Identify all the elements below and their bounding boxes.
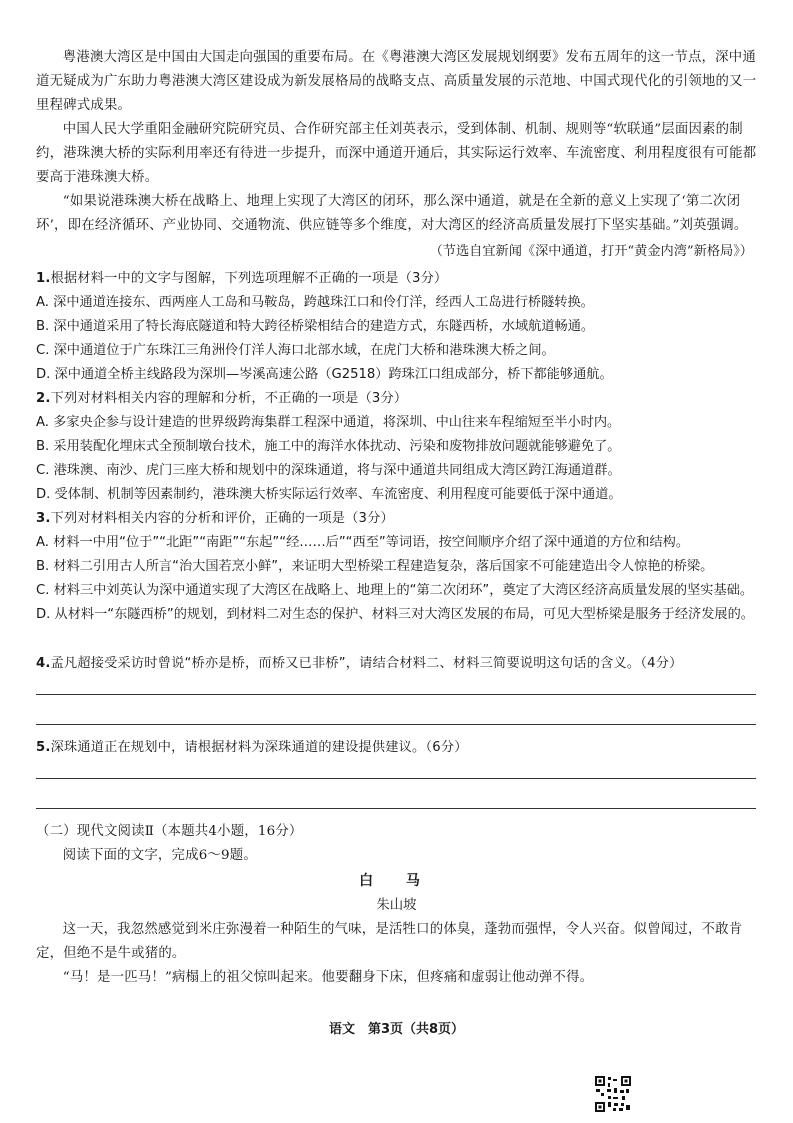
material3-paragraph-2: 中国人民大学重阳金融研究院研究员、合作研究部主任刘英表示，受到体制、机制、规则等“软联通”层面因素的制约，港珠澳大桥的实际利用率还有待进一步提升，而深中通道开通后，其实际运行效率、车流密度、利用程度很有可能都要高于港珠澳大桥。	[36, 122, 757, 185]
question-2-stem: 2.下列对材料相关内容的理解和分析，不正确的一项是（3分）	[36, 391, 408, 406]
question-1-option-d: D. 深中通道全桥主线路段为深圳—岑溪高速公路（G2518）跨珠江口组成部分，桥下都能够通航。	[36, 367, 613, 382]
question-1-option-a: A. 深中通道连接东、西两座人工岛和马鞍岛，跨越珠江口和伶仃洋，经西人工岛进行桥隧转换。	[36, 295, 594, 310]
question-3-option-b: B. 材料二引用古人所言“治大国若烹小鲜”，来证明大型桥梁工程建造复杂，落后国家不可能建造出令人惊艳的桥梁。	[36, 559, 714, 574]
question-1-option-c: C. 深中通道位于广东珠江三角洲伶仃洋人海口北部水域，在虎门大桥和港珠澳大桥之间。	[36, 343, 555, 358]
question-3-option-d: D. 从材料一“东隧西桥”的规划，到材料二对生态的保护、材料三对大湾区发展的布局，可见大型桥梁是服务于经济发展的。	[36, 607, 754, 622]
qr-code-icon	[594, 1075, 632, 1113]
story-title: 白 马	[359, 873, 434, 889]
question-2-option-a: A. 多家央企参与设计建造的世界级跨海集群工程深中通道，将深圳、中山往来车程缩短至半小时内。	[36, 415, 621, 430]
material3-source: （节选自宜新闻《深中通道，打开“黄金内湾”新格局》）	[429, 244, 753, 259]
question-3-option-c: C. 材料三中刘英认为深中通道实现了大湾区在战略上、地理上的“第二次闭环”，奠定了大湾区经济高质量发展的坚实基础。	[36, 583, 754, 598]
question-3-option-a: A. 材料一中用“位于”“北距”“南距”“东起”“经……后”“西至”等词语，按空间顺序介绍了深中通道的方位和结构。	[36, 535, 690, 550]
question-4-stem: 4.孟凡超接受采访时曾说“桥亦是桥，而桥又已非桥”，请结合材料二、材料三简要说明这句话的含义。（4分）	[36, 656, 683, 671]
story-paragraph-1: 这一天，我忽然感觉到米庄弥漫着一种陌生的气味，是活牲口的体臭，蓬勃而强悍，令人兴奋。似曾闻过，不敢肯定，但绝不是牛或猪的。	[36, 922, 743, 961]
page-footer: 语文 第3页（共8页）	[328, 1022, 465, 1037]
question-number: 2.	[36, 391, 51, 406]
story-author: 朱山坡	[376, 898, 417, 913]
question-number: 3.	[36, 511, 51, 526]
answer-line-q4-2[interactable]	[36, 724, 756, 725]
answer-line-q4-1[interactable]	[36, 694, 756, 695]
question-number: 4.	[36, 656, 51, 671]
material3-paragraph-1: 粤港澳大湾区是中国由大国走向强国的重要布局。在《粤港澳大湾区发展规划纲要》发布五周年的这一节点，深中通道无疑成为广东助力粤港澳大湾区建设成为新发展格局的战略支点、高质量发展的示范地、中国式现代化的引领地的又一里程碑式成果。	[36, 50, 757, 113]
question-1-stem: 1.根据材料一中的文字与图解，下列选项理解不正确的一项是（3分）	[36, 271, 448, 286]
answer-line-q5-2[interactable]	[36, 808, 756, 809]
question-5-stem: 5.深珠通道正在规划中，请根据材料为深珠通道的建设提供建议。（6分）	[36, 740, 468, 755]
section-2-instruction: 阅读下面的文字，完成6～9题。	[62, 848, 257, 863]
material3-paragraph-3: “如果说港珠澳大桥在战略上、地理上实现了大湾区的闭环，那么深中通道，就是在全新的意义上实现了‘第二次闭环’，即在经济循环、产业协同、交通物流、供应链等多个维度，对大湾区的经济高质量发展打下坚实基础。”刘英强调。	[36, 194, 748, 233]
question-1-option-b: B. 深中通道采用了特长海底隧道和特大跨径桥梁相结合的建造方式，东隧西桥，水域航道畅通。	[36, 319, 595, 334]
question-number: 1.	[36, 271, 51, 286]
question-2-option-c: C. 港珠澳、南沙、虎门三座大桥和规划中的深珠通道，将与深中通道共同组成大湾区跨江海通道群。	[36, 463, 621, 478]
story-paragraph-2: “马！是一匹马！”病榻上的祖父惊叫起来。他要翻身下床，但疼痛和虚弱让他动弹不得。	[62, 970, 594, 985]
section-2-heading: （二）现代文阅读Ⅱ（本题共4小题，16分）	[36, 824, 303, 839]
question-2-option-d: D. 受体制、机制等因素制约，港珠澳大桥实际运行效率、车流密度、利用程度可能要低于深中通道。	[36, 487, 622, 502]
question-2-option-b: B. 采用装配化埋床式全预制墩台技术，施工中的海洋水体扰动、污染和废物排放问题就能够避免了。	[36, 439, 621, 454]
question-3-stem: 3.下列对材料相关内容的分析和评价，正确的一项是（3分）	[36, 511, 394, 526]
answer-line-q5-1[interactable]	[36, 778, 756, 779]
question-number: 5.	[36, 740, 51, 755]
